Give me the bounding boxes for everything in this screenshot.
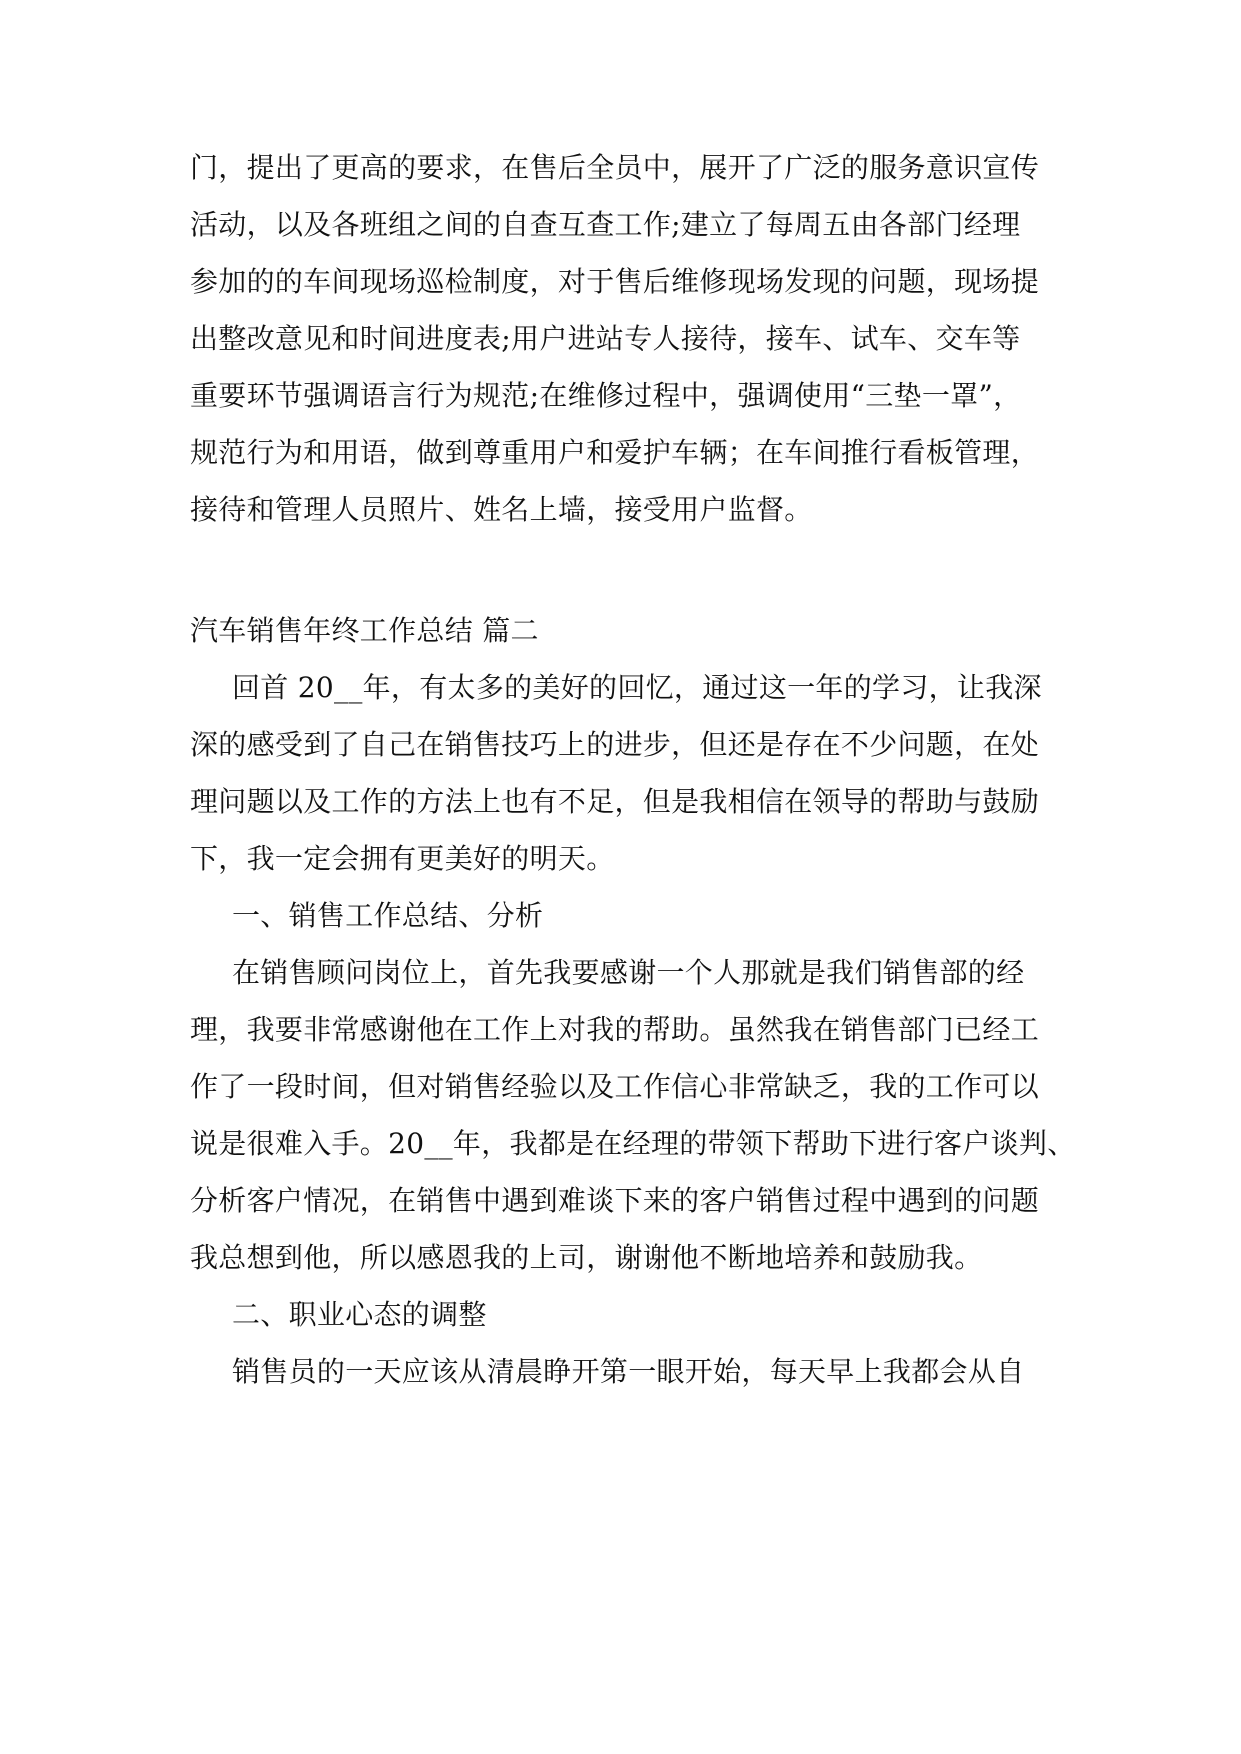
body-text-line: 接待和管理人员照片、姓名上墙，接受用户监督。 — [190, 493, 813, 526]
body-text-line: 深的感受到了自己在销售技巧上的进步，但还是存在不少问题，在处 — [190, 728, 1040, 761]
body-text-line: 说是很难入手。20__年，我都是在经理的带领下帮助下进行客户谈判、 — [190, 1127, 1076, 1160]
body-text-line: 销售员的一天应该从清晨睁开第一眼开始，每天早上我都会从自 — [232, 1355, 1025, 1388]
body-text-line: 分析客户情况，在销售中遇到难谈下来的客户销售过程中遇到的问题 — [190, 1184, 1040, 1217]
body-text-line: 出整改意见和时间进度表;用户进站专人接待，接车、试车、交车等 — [190, 322, 1021, 355]
body-text-line: 下，我一定会拥有更美好的明天。 — [190, 842, 615, 875]
body-text-line: 重要环节强调语言行为规范;在维修过程中，强调使用“三垫一罩”， — [190, 379, 1022, 412]
section-heading: 一、销售工作总结、分析 — [232, 899, 544, 932]
body-text-line: 我总想到他，所以感恩我的上司，谢谢他不断地培养和鼓励我。 — [190, 1241, 983, 1274]
body-text-line: 回首 20__年，有太多的美好的回忆，通过这一年的学习，让我深 — [232, 671, 1042, 704]
body-text-line: 参加的的车间现场巡检制度，对于售后维修现场发现的问题，现场提 — [190, 265, 1040, 298]
section-heading: 二、职业心态的调整 — [232, 1298, 487, 1331]
body-text-line: 理问题以及工作的方法上也有不足，但是我相信在领导的帮助与鼓励 — [190, 785, 1040, 818]
body-text-line: 理，我要非常感谢他在工作上对我的帮助。虽然我在销售部门已经工 — [190, 1013, 1040, 1046]
body-text-line: 作了一段时间，但对销售经验以及工作信心非常缺乏，我的工作可以 — [190, 1070, 1040, 1103]
body-text-line: 在销售顾问岗位上，首先我要感谢一个人那就是我们销售部的经 — [232, 956, 1025, 989]
body-text-line: 规范行为和用语，做到尊重用户和爱护车辆；在车间推行看板管理， — [190, 436, 1040, 469]
section-title: 汽车销售年终工作总结 篇二 — [190, 614, 539, 647]
body-text-line: 活动，以及各班组之间的自查互查工作;建立了每周五由各部门经理 — [190, 208, 1021, 241]
body-text-line: 门，提出了更高的要求，在售后全员中，展开了广泛的服务意识宣传 — [190, 151, 1040, 184]
